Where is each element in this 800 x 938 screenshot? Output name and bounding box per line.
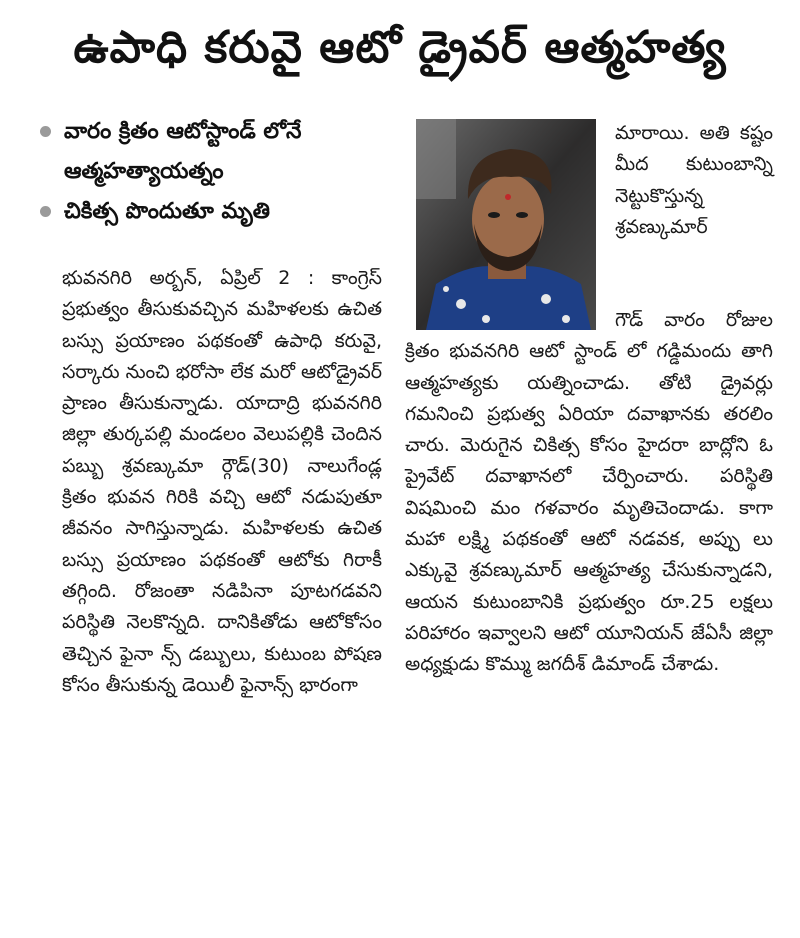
- person-photo: [416, 119, 596, 330]
- headline: ఉపాధి కరువై ఆటో డ్రైవర్ ఆత్మహత్య: [73, 22, 727, 73]
- highlights-list: [40, 112, 400, 232]
- highlight-item: వారం క్రితం ఆటోస్టాండ్ లోనే ఆత్మహత్యాయత్నం: [40, 112, 400, 192]
- article-body-right-top: మారాయి. అతి కష్టం మీద కుటుంబాన్ని నెట్టుకొస్తున్న శ్రవణ్కుమార్: [615, 122, 773, 238]
- article-body-left: భువనగిరి అర్బన్, ఏప్రిల్ 2 : కాంగ్రెస్ ప్రభుత్వం తీసుకువచ్చిన మహిళలకు ఉచిత బస్సు ప్రయాణం పథకంతో ఉపాధి కరువై, సర్కారు నుంచి భరోసా లేక మరో ఆటోడ్రైవర్ ప్రాణం తీసుకున్నాడు. యాదాద్రి భువనగిరి జిల్లా తుర్కపల్లి మండలం వెలుపల్లికి చెందిన పబ్బు శ్రవణ్కుమా ర్గౌడ్(30) నాలుగేండ్ల క్రితం భువన గిరికి వచ్చి ఆటో నడుపుతూ జీవనం సాగిస్తున్నాడు. మహిళలకు ఉచిత బస్సు ప్రయాణం పథకంతో ఆటోకు గిరాకీ తగ్గింది. రోజంతా నడిపినా పూటగడవని పరిస్థితి నెలకొన్నది. దానికితోడు ఆటోకోసం తెచ్చిన ఫైనా న్స్ డబ్బులు, కుటుంబ పోషణ కోసం తీసుకున్న డెయిలీ ఫైనాన్స్ భారంగా: [62, 267, 382, 696]
- highlight-item: చికిత్స పొందుతూ మృతి: [40, 192, 400, 232]
- article-body-right: గౌడ్ వారం రోజుల క్రితం భువనగిరి ఆటో స్టాండ్ లో గడ్డిమందు తాగి ఆత్మహత్యకు యత్నించాడు. తోటి డ్రైవర్లు గమనించి ప్రభుత్వ ఏరియా దవాఖానకు తరలిం చారు. మెరుగైన చికిత్స కోసం హైదరా బాద్లోని ఓ ప్రైవేట్ దవాఖానలో చేర్పించారు. పరిస్థితి విషమించి మం గళవారం మృతిచెందాడు. కాగా మహా లక్ష్మి పథకంతో ఆటో నడవక, అప్పు లు ఎక్కువై శ్రవణ్కుమార్ ఆత్మహత్య చేసుకున్నాడని, ఆయన కుటుంబానికి ప్రభుత్వం రూ.25 లక్షలు పరిహారం ఇవ్వాలని ఆటో యూనియన్ జేఏసీ జిల్లా అధ్యక్షుడు కొమ్ము జగదీశ్ డిమాండ్ చేశాడు.: [405, 309, 773, 676]
